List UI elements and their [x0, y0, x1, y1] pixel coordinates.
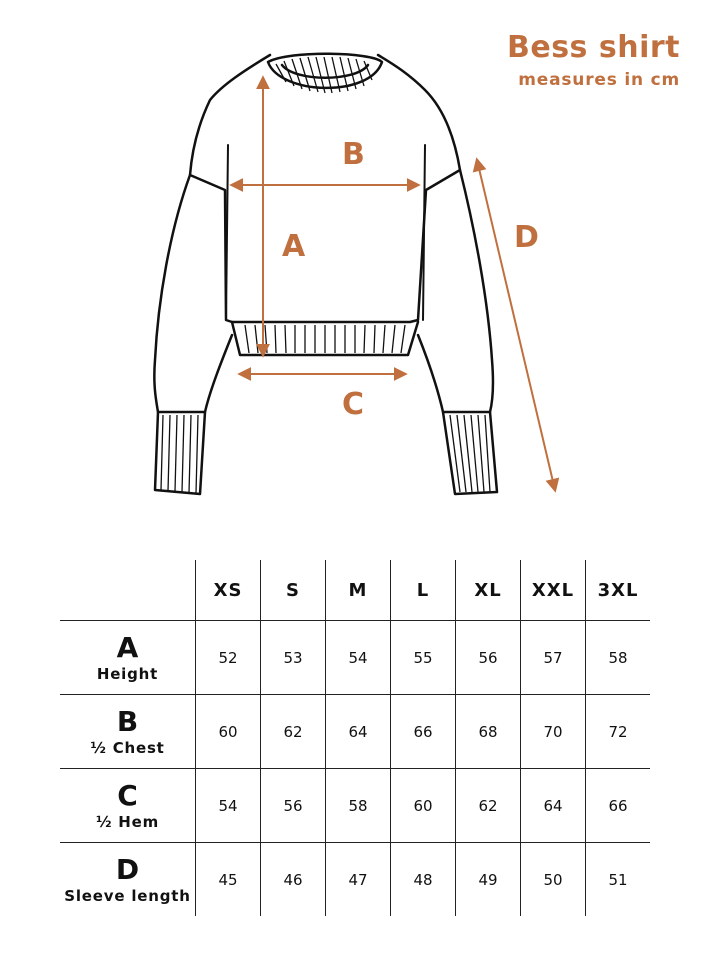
size-header: XXL [521, 560, 586, 621]
label-b: B [342, 137, 365, 172]
table-row [60, 843, 650, 917]
right-cuff-ribs [450, 415, 490, 492]
table-cell: 68 [456, 695, 521, 769]
row-header [60, 843, 196, 917]
label-d: D [514, 220, 539, 255]
table-cell: 45 [196, 843, 261, 917]
table-cell: 53 [261, 621, 326, 695]
size-header-row [60, 560, 650, 621]
size-header: L [391, 560, 456, 621]
table-cell: 49 [456, 843, 521, 917]
corner-cell [60, 560, 196, 621]
table-cell: 72 [586, 695, 651, 769]
row-name: Height [96, 664, 159, 683]
table-cell: 51 [586, 843, 651, 917]
table-cell: 54 [326, 621, 391, 695]
page-subtitle: measures in cm [518, 70, 680, 90]
table-cell: 62 [261, 695, 326, 769]
row-letter: D [115, 852, 140, 886]
row-header [60, 769, 196, 843]
table-cell: 60 [391, 769, 456, 843]
row-letter: C [117, 778, 138, 812]
right-sleeve [418, 170, 493, 412]
table-cell: 62 [456, 769, 521, 843]
table-cell: 66 [391, 695, 456, 769]
sweater-body [190, 55, 460, 322]
size-table [60, 560, 650, 916]
table-cell: 64 [521, 769, 586, 843]
size-header: XL [456, 560, 521, 621]
row-name: ½ Hem [95, 812, 160, 831]
sweater-illustration [140, 40, 570, 514]
table-cell: 58 [586, 621, 651, 695]
row-header [60, 621, 196, 695]
row-name: Sleeve length [64, 886, 191, 905]
left-cuff-ribs [161, 415, 198, 493]
table-cell: 46 [261, 843, 326, 917]
row-header [60, 695, 196, 769]
table-cell: 48 [391, 843, 456, 917]
table-row [60, 769, 650, 843]
table-cell: 52 [196, 621, 261, 695]
size-header: 3XL [586, 560, 651, 621]
row-letter: A [116, 630, 139, 664]
table-cell: 64 [326, 695, 391, 769]
collar-ribs [276, 57, 372, 93]
table-cell: 57 [521, 621, 586, 695]
left-sleeve [154, 175, 232, 412]
table-row [60, 695, 650, 769]
hem-ribs [245, 325, 405, 353]
row-letter: B [116, 704, 139, 738]
table-cell: 66 [586, 769, 651, 843]
table-cell: 54 [196, 769, 261, 843]
table-cell: 70 [521, 695, 586, 769]
size-header: M [326, 560, 391, 621]
size-header: XS [196, 560, 261, 621]
label-a: A [282, 229, 306, 264]
table-cell: 60 [196, 695, 261, 769]
table-cell: 56 [456, 621, 521, 695]
table-row [60, 621, 650, 695]
table-cell: 55 [391, 621, 456, 695]
size-header: S [261, 560, 326, 621]
row-name: ½ Chest [90, 738, 165, 757]
sweater-diagram [140, 40, 570, 510]
table-cell: 50 [521, 843, 586, 917]
table-cell: 56 [261, 769, 326, 843]
label-c: C [342, 387, 365, 422]
table-cell: 47 [326, 843, 391, 917]
table-cell: 58 [326, 769, 391, 843]
page-title: Bess shirt [506, 30, 680, 65]
